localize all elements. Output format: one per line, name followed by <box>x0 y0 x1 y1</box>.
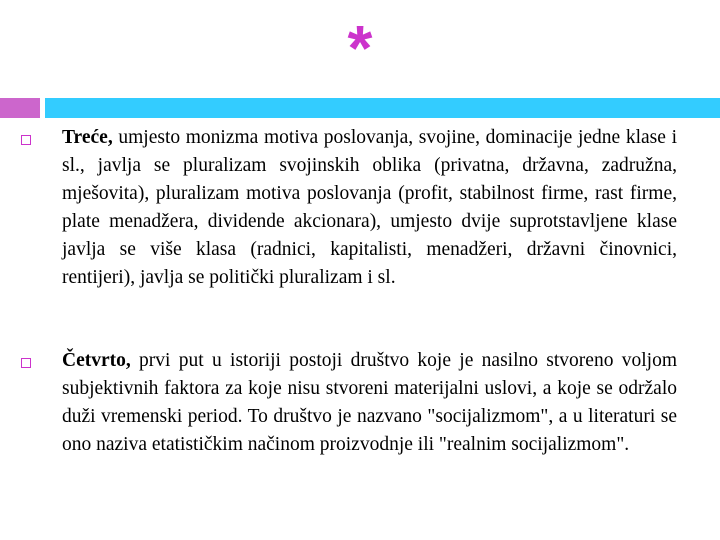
slide-title: * <box>347 12 373 84</box>
square-bullet-icon <box>21 135 31 145</box>
title-rule-right-bar <box>45 98 720 118</box>
bullet-body-text: umjesto monizma motiva poslovanja, svojine, dominacije jedne klase i sl., javlja se pluralizam svojinskih oblika (privatna, državna, zadružna, mješovita), pluralizam motiva poslovanja (profit, stabilnost firme, rast firme, plate menadžera, dividende akcionara), umjesto dvije suprotstavljene klase javlja se više klasa (radnici, kapitalisti, menadžeri, državni činovnici, rentijeri), javlja se politički pluralizam i sl. <box>62 127 677 288</box>
title-rule-left-accent <box>0 98 40 118</box>
bullet-body-text: prvi put u istoriji postoji društvo koje je nasilno stvoreno voljom subjektivnih faktora za koje nisu stvoreni materijalni uslovi, a koje se održalo duži vremenski period. To društvo je nazvano "socijalizmom", a u literaturi se ono naziva etatističkim načinom proizvodnje ili "realnim socijalizmom". <box>62 350 677 455</box>
square-bullet-icon <box>21 358 31 368</box>
bullet-lead-word: Treće, <box>62 127 113 148</box>
bullet-paragraph <box>62 124 677 292</box>
bullet-paragraph <box>62 347 677 459</box>
bullet-lead-word: Četvrto, <box>62 350 131 371</box>
